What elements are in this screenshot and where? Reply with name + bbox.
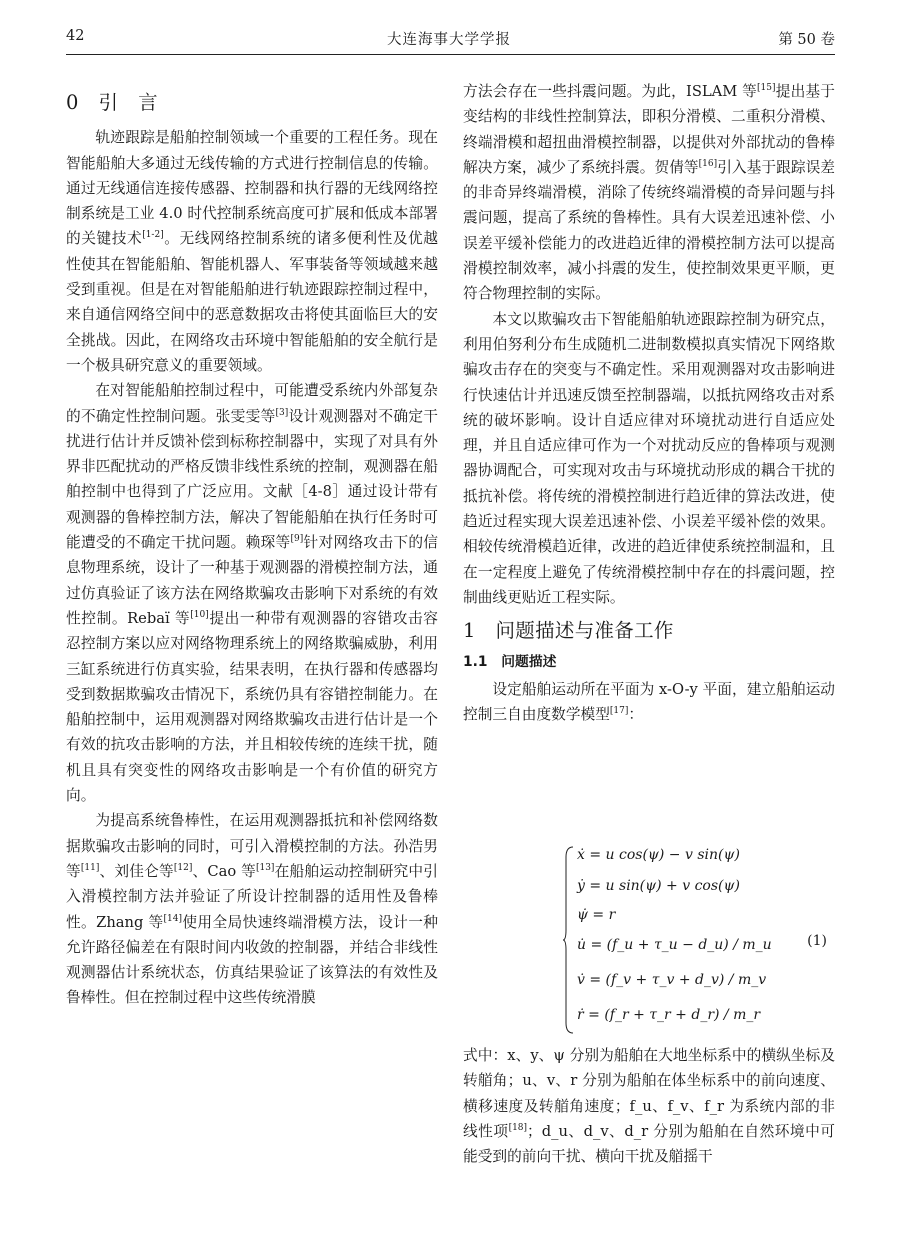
equation-1 xyxy=(563,845,835,1035)
volume-label: 第 50 卷 xyxy=(778,32,835,48)
intro-paragraph-4: 方法会存在一些抖震问题。为此，ISLAM 等[15]提出基于变结构的非线性控制算法，即积分滑模、二重积分滑模、终端滑模和超扭曲滑模控制器，以提供对外部扰动的鲁棒解决方案，减少了系统抖震。贺倩等[16]引入基于跟踪误差的非奇异终端滑模，消除了传统终端滑模的奇异问题与抖震问题，提高了系统的鲁棒性。具有大误差迅速补偿、小误差平缓补偿能力的改进趋近律的滑模控制方法可以提高滑模控制效率，减小抖震的发生，使控制效果更平顺，更符合物理控制的实际。 xyxy=(463,83,835,303)
right-column xyxy=(463,79,835,727)
page-number: 42 xyxy=(66,28,85,44)
variable-definitions xyxy=(463,1043,835,1169)
equation-row-u: u̇ = (f_u + τ_u − d_u) / m_u xyxy=(577,937,772,953)
equation-row-v: v̇ = (f_v + τ_v + d_v) / m_v xyxy=(577,972,767,988)
subsection-1-1-heading: 1.1 问题描述 xyxy=(463,653,557,670)
intro-paragraph-3: 为提高系统鲁棒性，在运用观测器抵抗和补偿网络数据欺骗攻击影响的同时，可引入滑模控制的方法。孙浩男等[11]、刘佳仑等[12]、Cao 等[13]在船舶运动控制研究中引入滑模控制方法并验证了所设计控制器的适用性及鲁棒性。Zhang 等[14]使用全局快速终端滑模方法，设计一种允许路径偏差在有限时间内收敛的控制器，并结合非线性观测器估计系统状态，仿真结果验证了该算法的有效性及鲁棒性。但在控制过程中这些传统滑膜 xyxy=(66,812,438,1007)
section-1-heading: 1 问题描述与准备工作 xyxy=(463,619,674,643)
intro-paragraph-2: 在对智能船舶控制过程中，可能遭受系统内外部复杂的不确定性控制问题。张雯雯等[3]设计观测器对不确定干扰进行估计并反馈补偿到标称控制器中，实现了对具有外界非匹配扰动的严格反馈非线性系统的控制，观测器在船舶控制中也得到了广泛应用。文献［4-8］通过设计带有观测器的鲁棒控制方法，解决了智能船舶在执行任务时可能遭受的不确定干扰问题。赖琛等[9]针对网络攻击下的信息物理系统，设计了一种基于观测器的滑模控制方法，通过仿真验证了该方法在网络欺骗攻击影响下对系统的有效性控制。Rebaï 等[10]提出一种带有观测器的容错攻击容忍控制方案以应对网络物理系统上的网络欺骗威胁，利用三缸系统进行仿真实验，结果表明，在执行器和传感器均受到数据欺骗攻击情况下，系统仍具有容错控制能力。在船舶控制中，运用观测器对网络欺骗攻击进行估计是一个有效的抗攻击影响的方法，并且相较传统的连续干扰，随机且具有突变性的网络攻击影响是一个有价值的研究方向。 xyxy=(66,382,438,805)
intro-paragraph-1: 轨迹跟踪是船舶控制领域一个重要的工程任务。现在智能船舶大多通过无线传输的方式进行控制信息的传输。通过无线通信连接传感器、控制器和执行器的无线网络控制系统是工业 4.0 时代控制系统高度可扩展和低成本部署的关键技术[1-2]。无线网络控制系统的诸多便利性及优越性使其在智能船舶、智能机器人、军事装备等领域越来越受到重视。但是在对智能船舶进行轨迹跟踪控制过程中，来自通信网络空间中的恶意数据攻击将使其面临巨大的安全挑战。因此，在网络攻击环境中智能船舶的安全航行是一个极具研究意义的重要领域。 xyxy=(66,129,438,374)
left-column xyxy=(66,90,438,1011)
equation-row-y: ẏ = u sin(ψ) + v cos(ψ) xyxy=(577,878,740,894)
model-intro-paragraph: 设定船舶运动所在平面为 x-O-y 平面，建立船舶运动控制三自由度数学模型[17]： xyxy=(463,680,835,724)
journal-title: 大连海事大学学报 xyxy=(387,32,511,48)
equation-row-psi: ψ̇ = r xyxy=(577,907,616,923)
header-rule xyxy=(66,54,835,55)
equation-brace xyxy=(563,845,575,1035)
intro-paragraph-5: 本文以欺骗攻击下智能船舶轨迹跟踪控制为研究点，利用伯努利分布生成随机二进制数模拟真实情况下网络欺骗攻击存在的突变与不确定性。采用观测器对攻击影响进行快速估计并迅速反馈至控制器端，以抵抗网络攻击对系统的破坏影响。设计自适应律对环境扰动进行自适应处理，并且自适应律可作为一个对扰动反应的鲁棒项与观测器协调配合，可实现对攻击与环境扰动形成的耦合干扰的抵抗补偿。将传统的滑模控制进行趋近律的算法改进，使趋近过程实现大误差迅速补偿、小误差平缓补偿的效果。相较传统滑模趋近律，改进的趋近律使系统控制温和，且在一定程度上避免了传统滑模控制中存在的抖震问题，控制曲线更贴近工程实际。 xyxy=(463,310,835,606)
variable-definitions-paragraph: 式中：x、y、ψ 分别为船舶在大地坐标系中的横纵坐标及转艏角；u、v、r 分别为船舶在体坐标系中的前向速度、横移速度及转艏角速度；f_u、f_v、f_r 为系统内部的非线性项[18]；d_u、d_v、d_r 分别为船舶在自然环境中可能受到的前向干扰、横向干扰及艏摇干 xyxy=(463,1047,835,1166)
section-0-heading: 0 引 言 xyxy=(66,91,158,114)
equation-number: (1) xyxy=(807,933,827,949)
equation-row-r: ṙ = (f_r + τ_r + d_r) / m_r xyxy=(577,1007,761,1023)
equation-row-x: ẋ = u cos(ψ) − v sin(ψ) xyxy=(577,847,740,863)
